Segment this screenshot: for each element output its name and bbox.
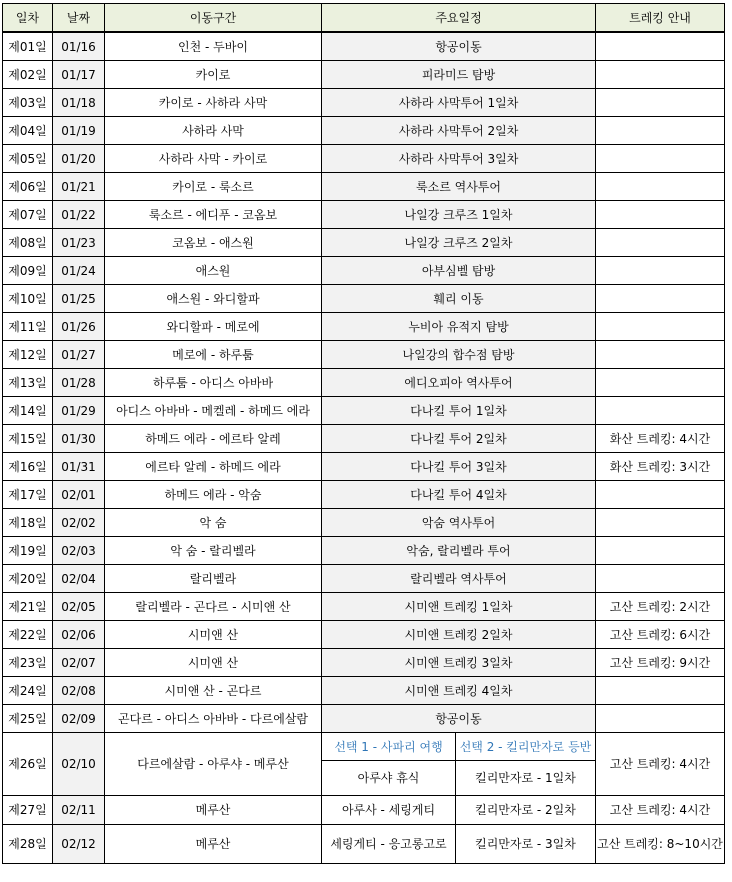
table-row (3, 117, 725, 145)
day-cell: 제08일 (3, 229, 53, 257)
option-1-schedule-cell: 아루사 - 세링게티 (322, 796, 456, 825)
table-row (3, 649, 725, 677)
trekking-cell (596, 705, 725, 733)
route-cell: 하메드 에라 - 에르타 알레 (105, 425, 322, 453)
date-cell: 02/04 (53, 565, 105, 593)
route-cell: 카이로 (105, 61, 322, 89)
trekking-cell (596, 481, 725, 509)
schedule-cell: 아부심벨 탐방 (322, 257, 596, 285)
day-cell: 제15일 (3, 425, 53, 453)
date-cell: 02/06 (53, 621, 105, 649)
day-cell: 제22일 (3, 621, 53, 649)
day-cell: 제02일 (3, 61, 53, 89)
table-row (3, 509, 725, 537)
trekking-cell (596, 145, 725, 173)
date-cell: 01/18 (53, 89, 105, 117)
trekking-cell: 고산 트레킹: 8~10시간 (596, 825, 725, 864)
table-row (3, 537, 725, 565)
itinerary-body (3, 32, 725, 733)
date-cell: 01/20 (53, 145, 105, 173)
schedule-cell: 랄리벨라 역사투어 (322, 565, 596, 593)
header-schedule: 주요일정 (322, 4, 596, 33)
schedule-cell: 피라미드 탐방 (322, 61, 596, 89)
day-cell: 제18일 (3, 509, 53, 537)
day-cell: 제27일 (3, 796, 53, 825)
day-cell: 제01일 (3, 32, 53, 61)
schedule-cell: 나일강 크루즈 1일차 (322, 201, 596, 229)
trekking-cell: 고산 트레킹: 4시간 (596, 733, 725, 796)
date-cell: 02/03 (53, 537, 105, 565)
trekking-cell (596, 32, 725, 61)
table-row (3, 89, 725, 117)
date-cell: 02/09 (53, 705, 105, 733)
route-cell: 코옴보 - 애스원 (105, 229, 322, 257)
route-cell: 악 숨 (105, 509, 322, 537)
trekking-cell: 고산 트레킹: 9시간 (596, 649, 725, 677)
route-cell: 하메드 에라 - 악숨 (105, 481, 322, 509)
table-row (3, 61, 725, 89)
trekking-cell (596, 565, 725, 593)
option-2-label: 선택 2 - 킬리만자로 등반 (456, 733, 596, 761)
day-cell: 제24일 (3, 677, 53, 705)
day-cell: 제19일 (3, 537, 53, 565)
day-cell: 제21일 (3, 593, 53, 621)
date-cell: 01/19 (53, 117, 105, 145)
day-cell: 제17일 (3, 481, 53, 509)
route-cell: 애스원 (105, 257, 322, 285)
route-cell: 카이로 - 룩소르 (105, 173, 322, 201)
route-cell: 시미앤 산 (105, 649, 322, 677)
option-1-schedule-cell: 세링게티 - 응고롱고로 (322, 825, 456, 864)
option-2-schedule-cell: 킬리만자로 - 2일차 (456, 796, 596, 825)
table-row (3, 313, 725, 341)
table-row-day27 (3, 796, 725, 825)
trekking-cell (596, 677, 725, 705)
table-row (3, 621, 725, 649)
date-cell: 02/12 (53, 825, 105, 864)
trekking-cell (596, 285, 725, 313)
day-cell: 제13일 (3, 369, 53, 397)
date-cell: 01/16 (53, 32, 105, 61)
route-cell: 아디스 아바바 - 메켈레 - 하메드 에라 (105, 397, 322, 425)
route-cell: 사하라 사막 - 카이로 (105, 145, 322, 173)
date-cell: 01/24 (53, 257, 105, 285)
date-cell: 01/27 (53, 341, 105, 369)
day-cell: 제05일 (3, 145, 53, 173)
day-cell: 제26일 (3, 733, 53, 796)
day-cell: 제06일 (3, 173, 53, 201)
route-cell: 랄리벨라 (105, 565, 322, 593)
trekking-cell (596, 257, 725, 285)
schedule-cell: 시미앤 트레킹 2일차 (322, 621, 596, 649)
table-row-day28 (3, 825, 725, 864)
table-row (3, 593, 725, 621)
schedule-cell: 다나킬 투어 2일차 (322, 425, 596, 453)
trekking-cell (596, 173, 725, 201)
day-cell: 제12일 (3, 341, 53, 369)
table-row (3, 285, 725, 313)
schedule-cell: 항공이동 (322, 705, 596, 733)
itinerary-table (2, 3, 725, 864)
header-day: 일차 (3, 4, 53, 33)
option-1-label: 선택 1 - 사파리 여행 (322, 733, 456, 761)
route-cell: 시미앤 산 (105, 621, 322, 649)
table-row (3, 369, 725, 397)
route-cell: 룩소르 - 에디푸 - 코옴보 (105, 201, 322, 229)
date-cell: 01/30 (53, 425, 105, 453)
day-cell: 제14일 (3, 397, 53, 425)
date-cell: 01/28 (53, 369, 105, 397)
schedule-cell: 시미앤 트레킹 1일차 (322, 593, 596, 621)
schedule-cell: 항공이동 (322, 32, 596, 61)
date-cell: 02/05 (53, 593, 105, 621)
date-cell: 02/10 (53, 733, 105, 796)
schedule-cell: 나일강 크루즈 2일차 (322, 229, 596, 257)
table-row (3, 705, 725, 733)
option-2-schedule-cell: 킬리만자로 - 3일차 (456, 825, 596, 864)
header-row (3, 4, 725, 33)
header-trekking: 트레킹 안내 (596, 4, 725, 33)
table-row (3, 397, 725, 425)
trekking-cell (596, 369, 725, 397)
date-cell: 01/23 (53, 229, 105, 257)
day-cell: 제03일 (3, 89, 53, 117)
day-cell: 제16일 (3, 453, 53, 481)
day-cell: 제20일 (3, 565, 53, 593)
day-cell: 제04일 (3, 117, 53, 145)
date-cell: 02/08 (53, 677, 105, 705)
table-row (3, 677, 725, 705)
route-cell: 사하라 사막 (105, 117, 322, 145)
schedule-cell: 다나킬 투어 3일차 (322, 453, 596, 481)
schedule-cell: 시미앤 트레킹 4일차 (322, 677, 596, 705)
trekking-cell (596, 397, 725, 425)
route-cell: 메루산 (105, 825, 322, 864)
trekking-cell (596, 313, 725, 341)
day-cell: 제23일 (3, 649, 53, 677)
day-cell: 제07일 (3, 201, 53, 229)
day-cell: 제25일 (3, 705, 53, 733)
schedule-cell: 룩소르 역사투어 (322, 173, 596, 201)
route-cell: 하루툼 - 아디스 아바바 (105, 369, 322, 397)
day-cell: 제28일 (3, 825, 53, 864)
schedule-cell: 에디오피아 역사투어 (322, 369, 596, 397)
trekking-cell (596, 201, 725, 229)
date-cell: 01/21 (53, 173, 105, 201)
trekking-cell (596, 537, 725, 565)
schedule-cell: 악숨, 랄리벨라 투어 (322, 537, 596, 565)
trekking-cell: 고산 트레킹: 4시간 (596, 796, 725, 825)
date-cell: 01/31 (53, 453, 105, 481)
day-cell: 제10일 (3, 285, 53, 313)
schedule-cell: 나일강의 합수점 탐방 (322, 341, 596, 369)
schedule-cell: 악숨 역사투어 (322, 509, 596, 537)
option-2-schedule-cell: 킬리만자로 - 1일차 (456, 761, 596, 796)
schedule-cell: 훼리 이동 (322, 285, 596, 313)
table-row (3, 32, 725, 61)
schedule-cell: 누비아 유적지 탐방 (322, 313, 596, 341)
header-date: 날짜 (53, 4, 105, 33)
route-cell: 에르타 알레 - 하메드 에라 (105, 453, 322, 481)
route-cell: 악 숨 - 랄리벨라 (105, 537, 322, 565)
date-cell: 02/07 (53, 649, 105, 677)
schedule-cell: 사하라 사막투어 2일차 (322, 117, 596, 145)
table-row (3, 257, 725, 285)
route-cell: 애스원 - 와디할파 (105, 285, 322, 313)
trekking-cell (596, 117, 725, 145)
route-cell: 곤다르 - 아디스 아바바 - 다르에살람 (105, 705, 322, 733)
schedule-cell: 다나킬 투어 4일차 (322, 481, 596, 509)
date-cell: 02/02 (53, 509, 105, 537)
route-cell: 시미앤 산 - 곤다르 (105, 677, 322, 705)
trekking-cell (596, 61, 725, 89)
route-cell: 와디할파 - 메로에 (105, 313, 322, 341)
schedule-cell: 사하라 사막투어 1일차 (322, 89, 596, 117)
trekking-cell (596, 509, 725, 537)
date-cell: 01/25 (53, 285, 105, 313)
schedule-cell: 사하라 사막투어 3일차 (322, 145, 596, 173)
date-cell: 01/26 (53, 313, 105, 341)
option-1-schedule-cell: 아루샤 휴식 (322, 761, 456, 796)
route-cell: 메로에 - 하루툼 (105, 341, 322, 369)
table-row (3, 229, 725, 257)
options-body (3, 733, 725, 864)
trekking-cell: 화산 트레킹: 3시간 (596, 453, 725, 481)
trekking-cell (596, 89, 725, 117)
route-cell: 인천 - 두바이 (105, 32, 322, 61)
route-cell: 카이로 - 사하라 사막 (105, 89, 322, 117)
table-row-day26-options (3, 733, 725, 761)
trekking-cell (596, 229, 725, 257)
date-cell: 01/29 (53, 397, 105, 425)
table-row (3, 453, 725, 481)
table-row (3, 145, 725, 173)
trekking-cell: 고산 트레킹: 6시간 (596, 621, 725, 649)
table-row (3, 341, 725, 369)
table-row (3, 565, 725, 593)
date-cell: 01/22 (53, 201, 105, 229)
table-row (3, 173, 725, 201)
schedule-cell: 다나킬 투어 1일차 (322, 397, 596, 425)
route-cell: 다르에살람 - 아루샤 - 메루산 (105, 733, 322, 796)
table-row (3, 425, 725, 453)
date-cell: 01/17 (53, 61, 105, 89)
table-row (3, 481, 725, 509)
route-cell: 랄리벨라 - 곤다르 - 시미앤 산 (105, 593, 322, 621)
trekking-cell (596, 341, 725, 369)
date-cell: 02/01 (53, 481, 105, 509)
day-cell: 제11일 (3, 313, 53, 341)
table-row (3, 201, 725, 229)
header-route: 이동구간 (105, 4, 322, 33)
day-cell: 제09일 (3, 257, 53, 285)
schedule-cell: 시미앤 트레킹 3일차 (322, 649, 596, 677)
route-cell: 메루산 (105, 796, 322, 825)
trekking-cell: 화산 트레킹: 4시간 (596, 425, 725, 453)
date-cell: 02/11 (53, 796, 105, 825)
trekking-cell: 고산 트레킹: 2시간 (596, 593, 725, 621)
